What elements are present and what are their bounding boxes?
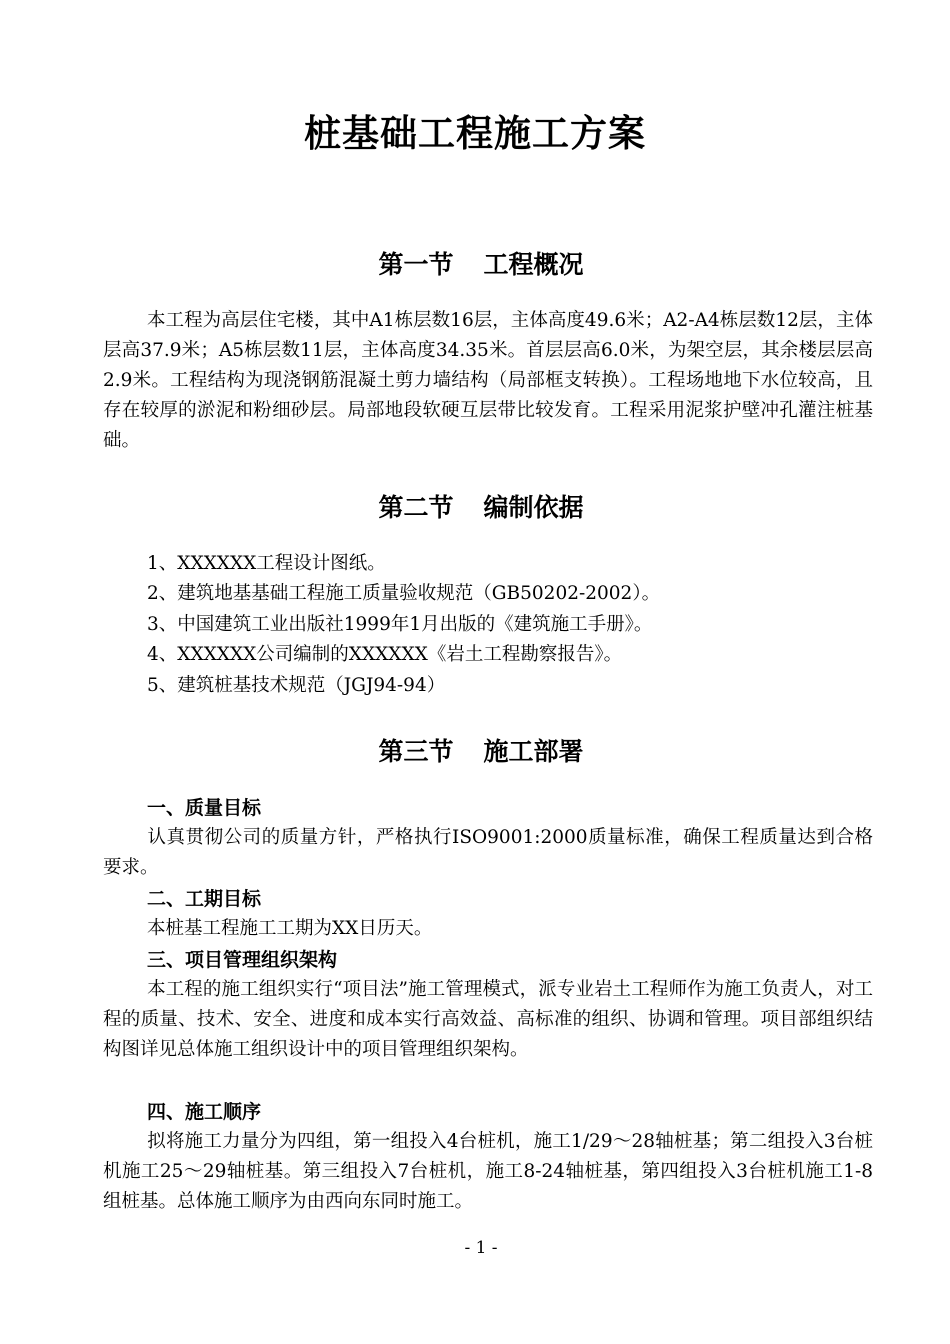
- section-name: 工程概况: [483, 250, 584, 279]
- section-number: 第三节: [378, 737, 454, 766]
- paragraph-text: 本工程的施工组织实行“项目法”施工管理模式，派专业岩土工程师作为施工负责人，对工程的质量、技术、安全、进度和成本实行高效益、高标准的组织、协调和管理。项目部组织结构图详见总体施工组织设计中的项目管理组织架构。: [103, 979, 873, 1060]
- subsection-heading-sequence: 四、施工顺序: [147, 1101, 262, 1123]
- section-1-paragraph: [103, 306, 873, 456]
- section-name: 编制依据: [483, 493, 584, 522]
- reference-item: 3、中国建筑工业出版社1999年1月出版的《建筑施工手册》。: [147, 614, 653, 635]
- section-name: 施工部署: [483, 737, 584, 766]
- paragraph-text: 本桩基工程施工工期为XX日历天。: [147, 918, 433, 939]
- subsection-heading-organization: 三、项目管理组织架构: [147, 949, 338, 971]
- subsection-paragraph-sequence: [103, 1127, 873, 1217]
- paragraph-text: 拟将施工力量分为四组，第一组投入4台桩机，施工1/29～28轴桩基；第二组投入3台桩机施工25～29轴桩基。第三组投入7台桩机，施工8-24轴桩基，第四组投入3台桩机施工1-8组桩基。总体施工顺序为由西向东同时施工。: [103, 1131, 873, 1212]
- subsection-paragraph-schedule: [103, 914, 873, 944]
- section-number: 第二节: [378, 493, 454, 522]
- reference-item: 5、建筑桩基技术规范（JGJ94-94）: [147, 675, 446, 696]
- section-number: 第一节: [378, 250, 454, 279]
- subsection-heading-schedule: 二、工期目标: [147, 888, 262, 910]
- page-number: - 1 -: [464, 1238, 498, 1258]
- subsection-paragraph-organization: [103, 975, 873, 1065]
- reference-item: 2、建筑地基基础工程施工质量验收规范（GB50202-2002）。: [147, 583, 661, 604]
- paragraph-text: 认真贯彻公司的质量方针，严格执行ISO9001:2000质量标准，确保工程质量达到合格要求。: [103, 827, 873, 878]
- reference-item: 1、XXXXXX工程设计图纸。: [147, 553, 386, 574]
- paragraph-text: 本工程为高层住宅楼，其中A1栋层数16层，主体高度49.6米；A2-A4栋层数12层，主体层高37.9米；A5栋层数11层，主体高度34.35米。首层层高6.0米，为架空层，其余楼层层高2.9米。工程结构为现浇钢筋混凝土剪力墙结构（局部框支转换）。工程场地地下水位较高，且存在较厚的淤泥和粉细砂层。局部地段软硬互层带比较发育。工程采用泥浆护壁冲孔灌注桩基础。: [103, 310, 873, 451]
- subsection-heading-quality: 一、质量目标: [147, 797, 262, 819]
- section-heading-2: [0, 488, 950, 524]
- subsection-paragraph-quality: [103, 823, 873, 883]
- section-heading-3: [0, 732, 950, 768]
- section-heading-1: [0, 245, 950, 281]
- document-title: 桩基础工程施工方案: [304, 112, 646, 155]
- reference-item: 4、XXXXXX公司编制的XXXXXX《岩土工程勘察报告》。: [147, 644, 623, 665]
